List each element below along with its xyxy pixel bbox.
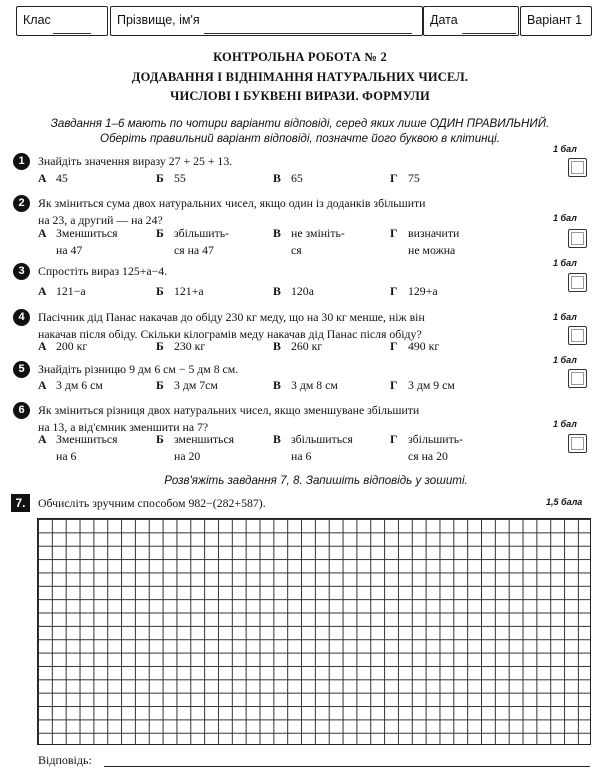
q6-option-a-letter: А xyxy=(38,432,47,446)
q1-option-b-letter: Б xyxy=(156,171,164,185)
question-4-number: 4 xyxy=(13,309,30,326)
variant-box xyxy=(520,6,592,36)
q1-option-b xyxy=(156,170,186,187)
q5-option-b-text: 3 дм 7см xyxy=(174,378,218,392)
q3-option-a xyxy=(38,283,86,300)
q1-answer-box[interactable] xyxy=(568,158,587,177)
q4-option-d xyxy=(390,338,439,355)
q4-option-a-text: 200 кг xyxy=(56,339,88,353)
question-5-text: Знайдіть різницю 9 дм 6 см − 5 дм 8 см. xyxy=(38,362,239,376)
q5-option-a-letter: А xyxy=(38,378,47,392)
q4-option-c-text: 260 кг xyxy=(291,339,323,353)
q5-option-b-letter: Б xyxy=(156,378,164,392)
q1-option-a xyxy=(38,170,68,187)
task-7-text: Обчисліть зручним способом 982−(282+587). xyxy=(38,496,266,510)
q2-option-a-letter: А xyxy=(38,226,47,240)
q6-option-b-letter: Б xyxy=(156,432,164,446)
q3-option-d xyxy=(390,283,438,300)
q2-answer-box[interactable] xyxy=(568,229,587,248)
q1-option-c xyxy=(273,170,303,187)
name-field[interactable] xyxy=(110,6,423,36)
q6-option-c xyxy=(273,431,353,465)
q6-answer-box[interactable] xyxy=(568,434,587,453)
q2-option-a-text-1: Зменшиться xyxy=(56,226,118,240)
q6-option-c-text-1: збільшиться xyxy=(291,432,353,446)
q3-option-a-text: 121−a xyxy=(56,284,86,298)
q5-option-a xyxy=(38,377,103,394)
question-6-text-line-1: Як зміниться різниця двох натуральних чисел, якщо зменшуване збільшити xyxy=(38,403,420,417)
date-label: Дата xyxy=(430,13,458,27)
question-1-text: Знайдіть значення виразу 27 + 25 + 13. xyxy=(38,154,233,168)
q1-option-d-letter: Г xyxy=(390,171,398,185)
question-6-text-line-2: на 13, а від'ємник зменшити на 7? xyxy=(38,420,209,434)
q5-option-d xyxy=(390,377,455,394)
q1-option-d-text: 75 xyxy=(408,171,420,185)
q2-option-c-text-2: ся xyxy=(291,243,302,257)
variant-label: Варіант 1 xyxy=(527,13,583,27)
q6-option-b xyxy=(156,431,234,465)
q6-option-d-text-1: збільшить- xyxy=(408,432,464,446)
q1-option-c-letter: В xyxy=(273,171,281,185)
answer-line[interactable] xyxy=(104,766,590,767)
question-2-text xyxy=(38,195,538,229)
page-subtitle-2: ЧИСЛОВІ І БУКВЕНІ ВИРАЗИ. ФОРМУЛИ xyxy=(170,89,430,103)
q2-option-d-text-1: визначити xyxy=(408,226,460,240)
q6-option-c-letter: В xyxy=(273,432,281,446)
q2-option-c-text-1: не змініть- xyxy=(291,226,345,240)
answer-grid[interactable] xyxy=(37,518,591,745)
q3-answer-box[interactable] xyxy=(568,273,587,292)
question-4-text-line-2: накачав після обіду. Скільки кілограмів меду накачав дід Панас після обіду? xyxy=(38,327,422,341)
q1-points: 1 бал xyxy=(553,144,577,154)
q4-option-b-letter: Б xyxy=(156,339,164,353)
question-6-number: 6 xyxy=(13,402,30,419)
q5-option-a-text: 3 дм 6 см xyxy=(56,378,103,392)
q2-option-b-text-2: ся на 47 xyxy=(174,243,214,257)
q2-option-b xyxy=(156,225,229,259)
instructions-line-2: Оберіть правильний варіант відповіді, позначте його буквою в клітинці. xyxy=(100,132,500,145)
q3-option-d-letter: Г xyxy=(390,284,398,298)
q5-option-d-text: 3 дм 9 см xyxy=(408,378,455,392)
question-2-text-line-1: Як зміниться сума двох натуральних чисел, якщо один із доданків збільшити xyxy=(38,196,426,210)
q2-option-c xyxy=(273,225,345,259)
question-3-number: 3 xyxy=(13,263,30,280)
q5-points: 1 бал xyxy=(553,355,577,365)
q2-option-d-text-2: не можна xyxy=(408,243,456,257)
q3-option-b xyxy=(156,283,204,300)
q3-option-a-letter: А xyxy=(38,284,47,298)
q2-option-b-letter: Б xyxy=(156,226,164,240)
answer-label: Відповідь: xyxy=(38,753,92,767)
q1-option-c-text: 65 xyxy=(291,171,303,185)
class-label: Клас xyxy=(23,13,51,27)
question-3-text: Спростіть вираз 125+a−4. xyxy=(38,264,168,278)
q4-option-c xyxy=(273,338,322,355)
question-2-text-line-2: на 23, а другий — на 24? xyxy=(38,213,163,227)
q5-option-b xyxy=(156,377,218,394)
q4-option-d-letter: Г xyxy=(390,339,398,353)
q5-option-d-letter: Г xyxy=(390,378,398,392)
instructions-line-1: Завдання 1–6 мають по чотири варіанти відповіді, серед яких лише ОДИН ПРАВИЛЬНИЙ. xyxy=(50,117,550,130)
q3-option-b-text: 121+a xyxy=(174,284,204,298)
page-subtitle-1: ДОДАВАННЯ І ВІДНІМАННЯ НАТУРАЛЬНИХ ЧИСЕЛ. xyxy=(131,70,469,84)
q6-option-a-text-2: на 6 xyxy=(56,449,77,463)
q2-option-d xyxy=(390,225,459,259)
q6-option-a-text-1: Зменшиться xyxy=(56,432,118,446)
q3-option-c xyxy=(273,283,314,300)
q1-option-b-text: 55 xyxy=(174,171,186,185)
q4-option-b xyxy=(156,338,205,355)
q6-points: 1 бал xyxy=(553,419,577,429)
q5-option-c-text: 3 дм 8 см xyxy=(291,378,338,392)
q6-option-a xyxy=(38,431,118,465)
q4-option-a-letter: А xyxy=(38,339,47,353)
q3-option-c-letter: В xyxy=(273,284,281,298)
q4-option-b-text: 230 кг xyxy=(174,339,206,353)
question-2-number: 2 xyxy=(13,195,30,212)
q1-option-a-letter: А xyxy=(38,171,47,185)
q4-points: 1 бал xyxy=(553,312,577,322)
q2-points: 1 бал xyxy=(553,213,577,223)
q5-option-c-letter: В xyxy=(273,378,281,392)
q6-option-b-text-1: зменшиться xyxy=(174,432,235,446)
q2-option-d-letter: Г xyxy=(390,226,398,240)
q3-option-c-text: 120a xyxy=(291,284,314,298)
question-5-number: 5 xyxy=(13,361,30,378)
name-label: Прізвище, ім'я xyxy=(117,13,200,27)
task-7-points: 1,5 бала xyxy=(546,497,583,507)
q2-option-b-text-1: збільшить- xyxy=(174,226,230,240)
q6-option-d-text-2: ся на 20 xyxy=(408,449,448,463)
q5-option-c xyxy=(273,377,338,394)
q3-option-b-letter: Б xyxy=(156,284,164,298)
q6-option-b-text-2: на 20 xyxy=(174,449,201,463)
q6-option-c-text-2: на 6 xyxy=(291,449,312,463)
task-7-number: 7. xyxy=(11,494,30,512)
q1-option-a-text: 45 xyxy=(56,171,68,185)
q4-option-d-text: 490 кг xyxy=(408,339,440,353)
question-4-text-line-1: Пасічник дід Панас накачав до обіду 230 кг меду, що на 30 кг менше, ніж він xyxy=(38,310,425,324)
page-title: КОНТРОЛЬНА РОБОТА № 2 xyxy=(213,50,387,64)
class-field[interactable] xyxy=(16,6,108,36)
q6-option-d xyxy=(390,431,463,465)
q3-points: 1 бал xyxy=(553,258,577,268)
q6-option-d-letter: Г xyxy=(390,432,398,446)
q2-option-c-letter: В xyxy=(273,226,281,240)
q3-option-d-text: 129+a xyxy=(408,284,438,298)
q1-option-d xyxy=(390,170,420,187)
date-field[interactable] xyxy=(423,6,519,36)
q4-option-a xyxy=(38,338,87,355)
q5-answer-box[interactable] xyxy=(568,369,587,388)
q4-option-c-letter: В xyxy=(273,339,281,353)
q2-option-a xyxy=(38,225,118,259)
q2-option-a-text-2: на 47 xyxy=(56,243,83,257)
section-2-instruction: Розв'яжіть завдання 7, 8. Запишіть відповідь у зошиті. xyxy=(164,474,468,487)
question-1-number: 1 xyxy=(13,153,30,170)
q4-answer-box[interactable] xyxy=(568,326,587,345)
